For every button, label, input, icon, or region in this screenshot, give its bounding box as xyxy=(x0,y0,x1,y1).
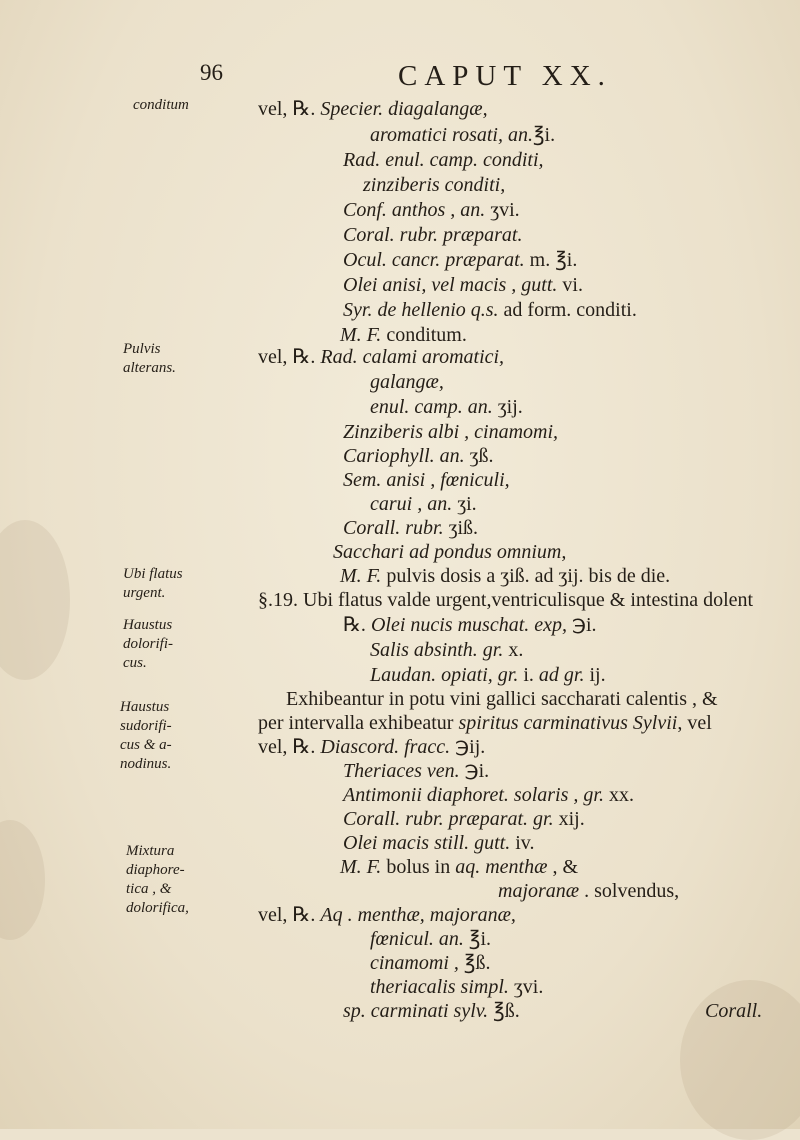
text-line: Cariophyll. an. ʒß. xyxy=(343,445,494,467)
text-line: theriacalis simpl. ʒvi. xyxy=(370,976,544,998)
text-line: galangæ, xyxy=(370,371,444,393)
paper-stain xyxy=(0,820,45,940)
text-line: sp. carminati sylv. ℥ß. xyxy=(343,1000,520,1022)
text-line: ℞. Olei nucis muschat. exp, ℈i. xyxy=(343,614,597,636)
text-line: majoranæ . solvendus, xyxy=(498,880,680,902)
text-line: Theriaces ven. ℈i. xyxy=(343,760,490,782)
text-line: M. F. conditum. xyxy=(340,324,467,346)
text-line: M. F. bolus in aq. menthæ , & xyxy=(340,856,578,878)
margin-note: Pulvis alterans. xyxy=(123,341,176,376)
text-line: Syr. de hellenio q.s. ad form. conditi. xyxy=(343,299,637,321)
text-line: enul. camp. an. ʒij. xyxy=(370,396,523,418)
text-line: vel, ℞. Aq . menthæ, majoranæ, xyxy=(258,904,516,926)
text-line: §.19. Ubi flatus valde urgent,ventriculisque & intestina dolent xyxy=(258,589,754,611)
text-line: Rad. enul. camp. conditi, xyxy=(343,149,544,171)
text-line: Olei anisi, vel macis , gutt. vi. xyxy=(343,274,583,296)
text-line: Laudan. opiati, gr. i. ad gr. ij. xyxy=(370,664,606,686)
text-line: zinziberis conditi, xyxy=(363,174,506,196)
paper-stain xyxy=(0,520,70,680)
text-line: cinamomi , ℥ß. xyxy=(370,952,491,974)
text-line: Corall. rubr. præparat. gr. xij. xyxy=(343,808,585,830)
text-line: Ocul. cancr. præparat. m. ℥i. xyxy=(343,249,578,271)
catchword: Corall. xyxy=(705,1000,763,1022)
text-line: Olei macis still. gutt. iv. xyxy=(343,832,535,854)
text-line: M. F. pulvis dosis a ʒiß. ad ʒij. bis de die. xyxy=(340,565,671,587)
text-line: per intervalla exhibeatur spiritus carminativus Sylvii, vel xyxy=(258,712,712,734)
text-line: vel, ℞. Rad. calami aromatici, xyxy=(258,346,505,368)
margin-note: conditum xyxy=(133,97,189,113)
text-line: Antimonii diaphoret. solaris , gr. xx. xyxy=(343,784,634,806)
page-header xyxy=(0,60,800,94)
text-line: Coral. rubr. præparat. xyxy=(343,224,523,246)
page-number: 96 xyxy=(200,60,223,85)
text-line: fœnicul. an. ℥i. xyxy=(370,928,491,950)
text-line: Sacchari ad pondus omnium, xyxy=(333,541,567,563)
text-line: vel, ℞. Specier. diagalangæ, xyxy=(258,98,488,120)
running-title: CAPUT XX. xyxy=(398,60,612,92)
margin-note: Ubi flatus urgent. xyxy=(123,566,183,601)
text-line: Sem. anisi , fœniculi, xyxy=(343,469,510,491)
text-line: Salis absinth. gr. x. xyxy=(370,639,524,661)
text-line: Conf. anthos , an. ʒvi. xyxy=(343,199,520,221)
text-line: aromatici rosati, an.℥i. xyxy=(370,124,556,146)
text-line: Corall. rubr. ʒiß. xyxy=(343,517,479,539)
text-line: Exhibeantur in potu vini gallici saccharati calentis , & xyxy=(286,688,718,710)
margin-note: Mixtura diaphore- tica , & dolorifica, xyxy=(126,843,189,916)
margin-note: Haustus dolorifi- cus. xyxy=(123,617,174,671)
text-line: vel, ℞. Diascord. fracc. ℈ij. xyxy=(258,736,486,758)
text-line: Zinziberis albi , cinamomi, xyxy=(343,421,559,443)
margin-note: Haustus sudorifi- cus & a- nodinus. xyxy=(120,699,172,772)
text-line: carui , an. ʒi. xyxy=(370,493,477,515)
